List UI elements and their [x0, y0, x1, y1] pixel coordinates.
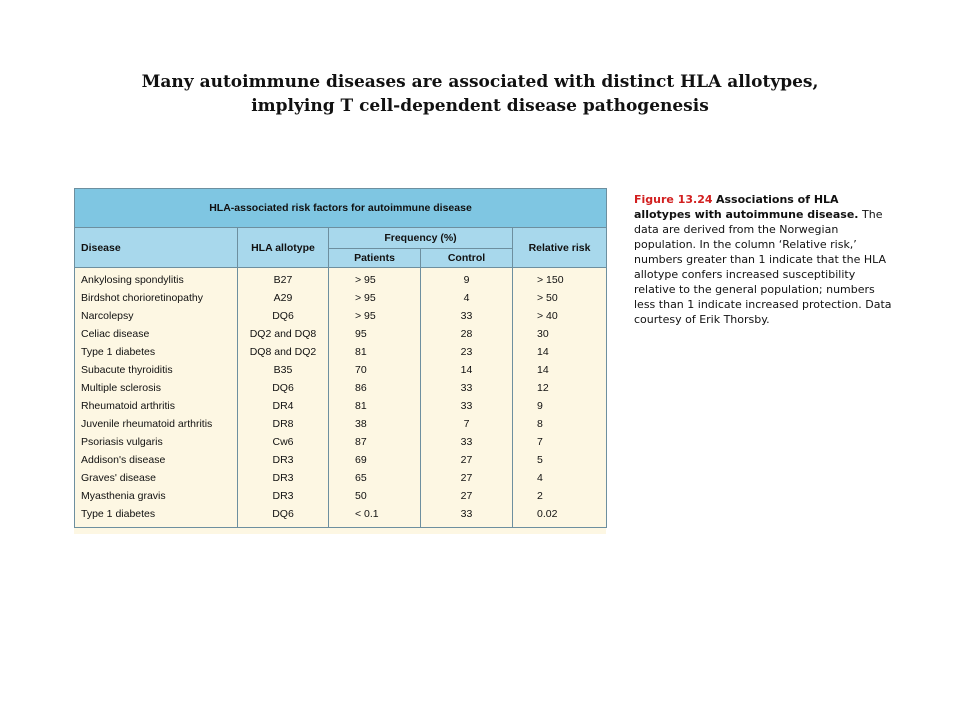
cell-relative-risk: 2	[513, 487, 607, 505]
cell-patients: 50	[329, 487, 421, 505]
cell-disease: Graves' disease	[75, 469, 238, 487]
cell-control: 7	[421, 415, 513, 433]
cell-hla-allotype: DR3	[238, 451, 329, 469]
cell-disease: Juvenile rheumatoid arthritis	[75, 415, 238, 433]
cell-disease: Addison's disease	[75, 451, 238, 469]
cell-control: 33	[421, 433, 513, 451]
cell-control: 23	[421, 343, 513, 361]
cell-relative-risk: 14	[513, 361, 607, 379]
cell-hla-allotype: DQ6	[238, 307, 329, 325]
figure-number: Figure 13.24	[634, 193, 713, 206]
table-row	[75, 379, 607, 397]
table-row	[75, 469, 607, 487]
cell-relative-risk: 4	[513, 469, 607, 487]
cell-disease: Birdshot chorioretinopathy	[75, 289, 238, 307]
cell-hla-allotype: B35	[238, 361, 329, 379]
cell-relative-risk: 7	[513, 433, 607, 451]
cell-control: 33	[421, 505, 513, 528]
cell-relative-risk: 0.02	[513, 505, 607, 528]
cell-patients: 86	[329, 379, 421, 397]
cell-control: 33	[421, 307, 513, 325]
cell-patients: > 95	[329, 268, 421, 290]
cell-hla-allotype: DR8	[238, 415, 329, 433]
header-relative-risk: Relative risk	[513, 228, 607, 268]
cell-control: 33	[421, 379, 513, 397]
cell-hla-allotype: A29	[238, 289, 329, 307]
hla-risk-table-figure	[74, 188, 606, 534]
table-row	[75, 361, 607, 379]
cell-control: 27	[421, 487, 513, 505]
cell-control: 28	[421, 325, 513, 343]
cell-patients: 81	[329, 397, 421, 415]
cell-disease: Multiple sclerosis	[75, 379, 238, 397]
cell-hla-allotype: DQ6	[238, 379, 329, 397]
cell-disease: Psoriasis vulgaris	[75, 433, 238, 451]
cell-relative-risk: > 150	[513, 268, 607, 290]
slide-title-line-2: implying T cell-dependent disease pathogenesis	[251, 96, 709, 116]
cell-relative-risk: > 40	[513, 307, 607, 325]
hla-risk-table	[74, 188, 607, 528]
slide-title	[40, 70, 920, 118]
table-row	[75, 307, 607, 325]
header-control: Control	[421, 249, 513, 268]
cell-patients: > 95	[329, 307, 421, 325]
figure-caption	[634, 192, 894, 327]
table-row	[75, 505, 607, 528]
table-row	[75, 433, 607, 451]
cell-disease: Type 1 diabetes	[75, 505, 238, 528]
table-row	[75, 325, 607, 343]
cell-relative-risk: 8	[513, 415, 607, 433]
cell-relative-risk: 30	[513, 325, 607, 343]
cell-control: 9	[421, 268, 513, 290]
figure-heading: Associations of HLA allotypes with autoimmune disease.	[634, 193, 859, 221]
cell-patients: 65	[329, 469, 421, 487]
cell-hla-allotype: Cw6	[238, 433, 329, 451]
table-row	[75, 289, 607, 307]
cell-control: 4	[421, 289, 513, 307]
cell-control: 27	[421, 451, 513, 469]
cell-patients: 87	[329, 433, 421, 451]
table-row	[75, 397, 607, 415]
cell-relative-risk: 14	[513, 343, 607, 361]
table-row	[75, 343, 607, 361]
cell-patients: < 0.1	[329, 505, 421, 528]
cell-disease: Myasthenia gravis	[75, 487, 238, 505]
table-body	[75, 268, 607, 528]
cell-disease: Type 1 diabetes	[75, 343, 238, 361]
header-patients: Patients	[329, 249, 421, 268]
slide-title-line-1: Many autoimmune diseases are associated with distinct HLA allotypes,	[141, 72, 819, 92]
cell-control: 14	[421, 361, 513, 379]
table-row	[75, 268, 607, 290]
cell-disease: Ankylosing spondylitis	[75, 268, 238, 290]
cell-relative-risk: 9	[513, 397, 607, 415]
cell-hla-allotype: B27	[238, 268, 329, 290]
table-row	[75, 451, 607, 469]
figure-body: The data are derived from the Norwegian population. In the column ‘Relative risk,’ numbers greater than 1 indicate that the HLA allotype confers increased susceptibility relative to the general population; numbers less than 1 indicate increased protection. Data courtesy of Erik Thorsby.	[634, 208, 892, 326]
cell-disease: Subacute thyroiditis	[75, 361, 238, 379]
table-caption: HLA-associated risk factors for autoimmune disease	[75, 189, 607, 228]
cell-patients: 81	[329, 343, 421, 361]
cell-control: 33	[421, 397, 513, 415]
cell-control: 27	[421, 469, 513, 487]
cell-patients: 69	[329, 451, 421, 469]
cell-patients: > 95	[329, 289, 421, 307]
cell-hla-allotype: DR3	[238, 469, 329, 487]
cell-disease: Narcolepsy	[75, 307, 238, 325]
cell-patients: 38	[329, 415, 421, 433]
cell-patients: 95	[329, 325, 421, 343]
cell-relative-risk: 12	[513, 379, 607, 397]
cell-relative-risk: > 50	[513, 289, 607, 307]
cell-hla-allotype: DR4	[238, 397, 329, 415]
cell-hla-allotype: DR3	[238, 487, 329, 505]
cell-hla-allotype: DQ6	[238, 505, 329, 528]
header-hla-allotype: HLA allotype	[238, 228, 329, 268]
table-row	[75, 487, 607, 505]
cell-hla-allotype: DQ8 and DQ2	[238, 343, 329, 361]
cell-patients: 70	[329, 361, 421, 379]
cell-relative-risk: 5	[513, 451, 607, 469]
header-frequency: Frequency (%)	[329, 228, 513, 249]
cell-disease: Rheumatoid arthritis	[75, 397, 238, 415]
table-row	[75, 415, 607, 433]
cell-disease: Celiac disease	[75, 325, 238, 343]
header-disease: Disease	[75, 228, 238, 268]
cell-hla-allotype: DQ2 and DQ8	[238, 325, 329, 343]
